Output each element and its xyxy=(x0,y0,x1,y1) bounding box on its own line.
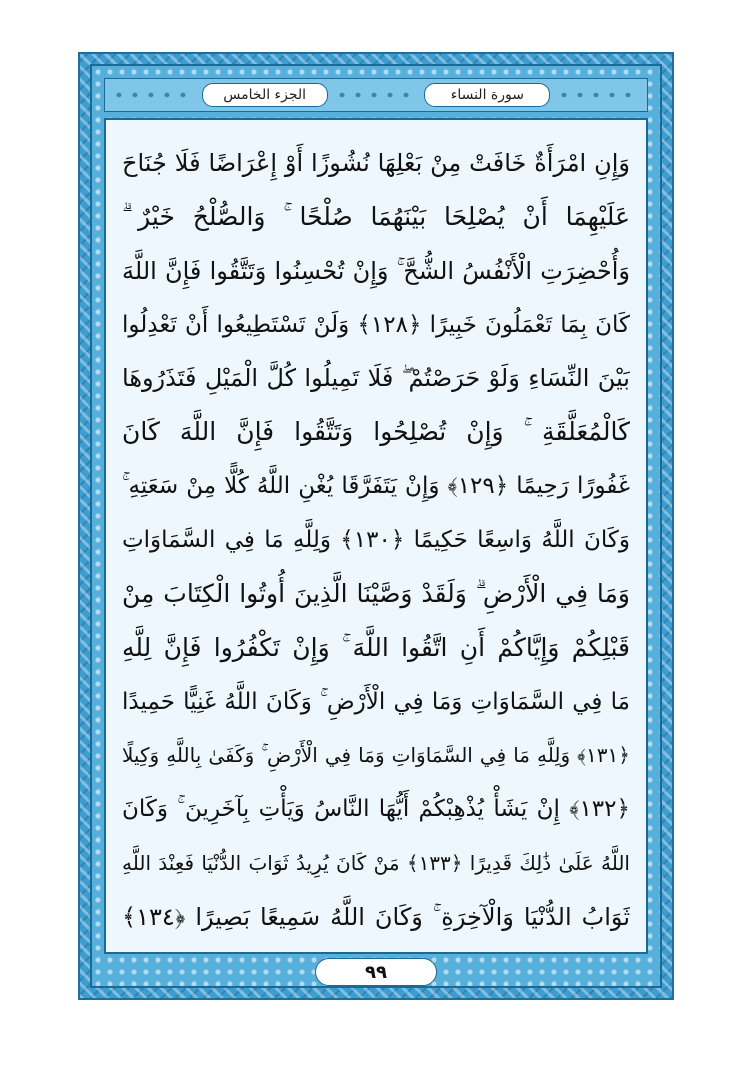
verse-line-11: مَا فِي السَّمَاوَاتِ وَمَا فِي الْأَرْضِ ۚ وَكَانَ اللَّهُ غَنِيًّا حَمِيدًا xyxy=(122,688,630,715)
verse-line-10: قَبْلِكُمْ وَإِيَّاكُمْ أَنِ اتَّقُوا اللَّهَ ۚ وَإِنْ تَكْفُرُوا فَإِنَّ لِلَّهِ xyxy=(122,632,630,662)
verse-line-5: بَيْنَ النِّسَاءِ وَلَوْ حَرَصْتُمْ ۖ فَلَا تَمِيلُوا كُلَّ الْمَيْلِ فَتَذَرُوهَا xyxy=(122,364,630,393)
page-number: ٩٩ xyxy=(315,958,437,986)
verse-line-4: كَانَ بِمَا تَعْمَلُونَ خَبِيرًا ﴿١٢٨﴾ وَلَنْ تَسْتَطِيعُوا أَنْ تَعْدِلُوا xyxy=(122,311,630,338)
verse-line-12: ﴿١٣١﴾ وَلِلَّهِ مَا فِي السَّمَاوَاتِ وَمَا فِي الْأَرْضِ ۚ وَكَفَىٰ بِاللَّهِ وَكِيلًا xyxy=(122,743,630,768)
verse-line-2: عَلَيْهِمَا أَنْ يُصْلِحَا بَيْنَهُمَا صُلْحًا ۚ وَالصُّلْحُ خَيْرٌ ۗ xyxy=(122,201,630,231)
verse-text-panel xyxy=(104,118,648,954)
juz-label: الجزء الخامس xyxy=(202,83,328,107)
verse-line-7: غَفُورًا رَحِيمًا ﴿١٢٩﴾ وَإِنْ يَتَفَرَّقَا يُغْنِ اللَّهُ كُلًّا مِنْ سَعَتِهِ ۚ xyxy=(122,473,630,500)
verse-line-8: وَكَانَ اللَّهُ وَاسِعًا حَكِيمًا ﴿١٣٠﴾ وَلِلَّهِ مَا فِي السَّمَاوَاتِ xyxy=(122,527,630,554)
header-ornament-right xyxy=(556,88,641,102)
verse-line-14: اللَّهُ عَلَىٰ ذَٰلِكَ قَدِيرًا ﴿١٣٣﴾ مَنْ كَانَ يُرِيدُ ثَوَابَ الدُّنْيَا فَعِنْدَ اللَّهِ xyxy=(122,851,630,876)
verse-line-15: ثَوَابُ الدُّنْيَا وَالْآخِرَةِ ۚ وَكَانَ اللَّهُ سَمِيعًا بَصِيرًا ﴿١٣٤﴾ xyxy=(122,903,630,932)
header-ornament-center xyxy=(334,88,419,102)
verse-line-3: وَأُحْضِرَتِ الْأَنْفُسُ الشُّحَّ ۚ وَإِنْ تُحْسِنُوا وَتَتَّقُوا فَإِنَّ اللَّهَ xyxy=(122,256,630,285)
verse-line-1: وَإِنِ امْرَأَةٌ خَافَتْ مِنْ بَعْلِهَا نُشُوزًا أَوْ إِعْرَاضًا فَلَا جُنَاحَ xyxy=(122,149,630,177)
surah-label: سورة النساء xyxy=(424,83,550,107)
verse-line-9: وَمَا فِي الْأَرْضِ ۗ وَلَقَدْ وَصَّيْنَا الَّذِينَ أُوتُوا الْكِتَابَ مِنْ xyxy=(122,578,630,608)
verse-line-13: ﴿١٣٢﴾ إِنْ يَشَأْ يُذْهِبْكُمْ أَيُّهَا النَّاسُ وَيَأْتِ بِآخَرِينَ ۚ وَكَانَ xyxy=(122,796,630,823)
header-ornament-left xyxy=(111,88,196,102)
verse-lines xyxy=(122,132,630,940)
page-header xyxy=(104,78,648,112)
verse-line-6: كَالْمُعَلَّقَةِ ۚ وَإِنْ تُصْلِحُوا وَتَتَّقُوا فَإِنَّ اللَّهَ كَانَ xyxy=(122,417,630,447)
